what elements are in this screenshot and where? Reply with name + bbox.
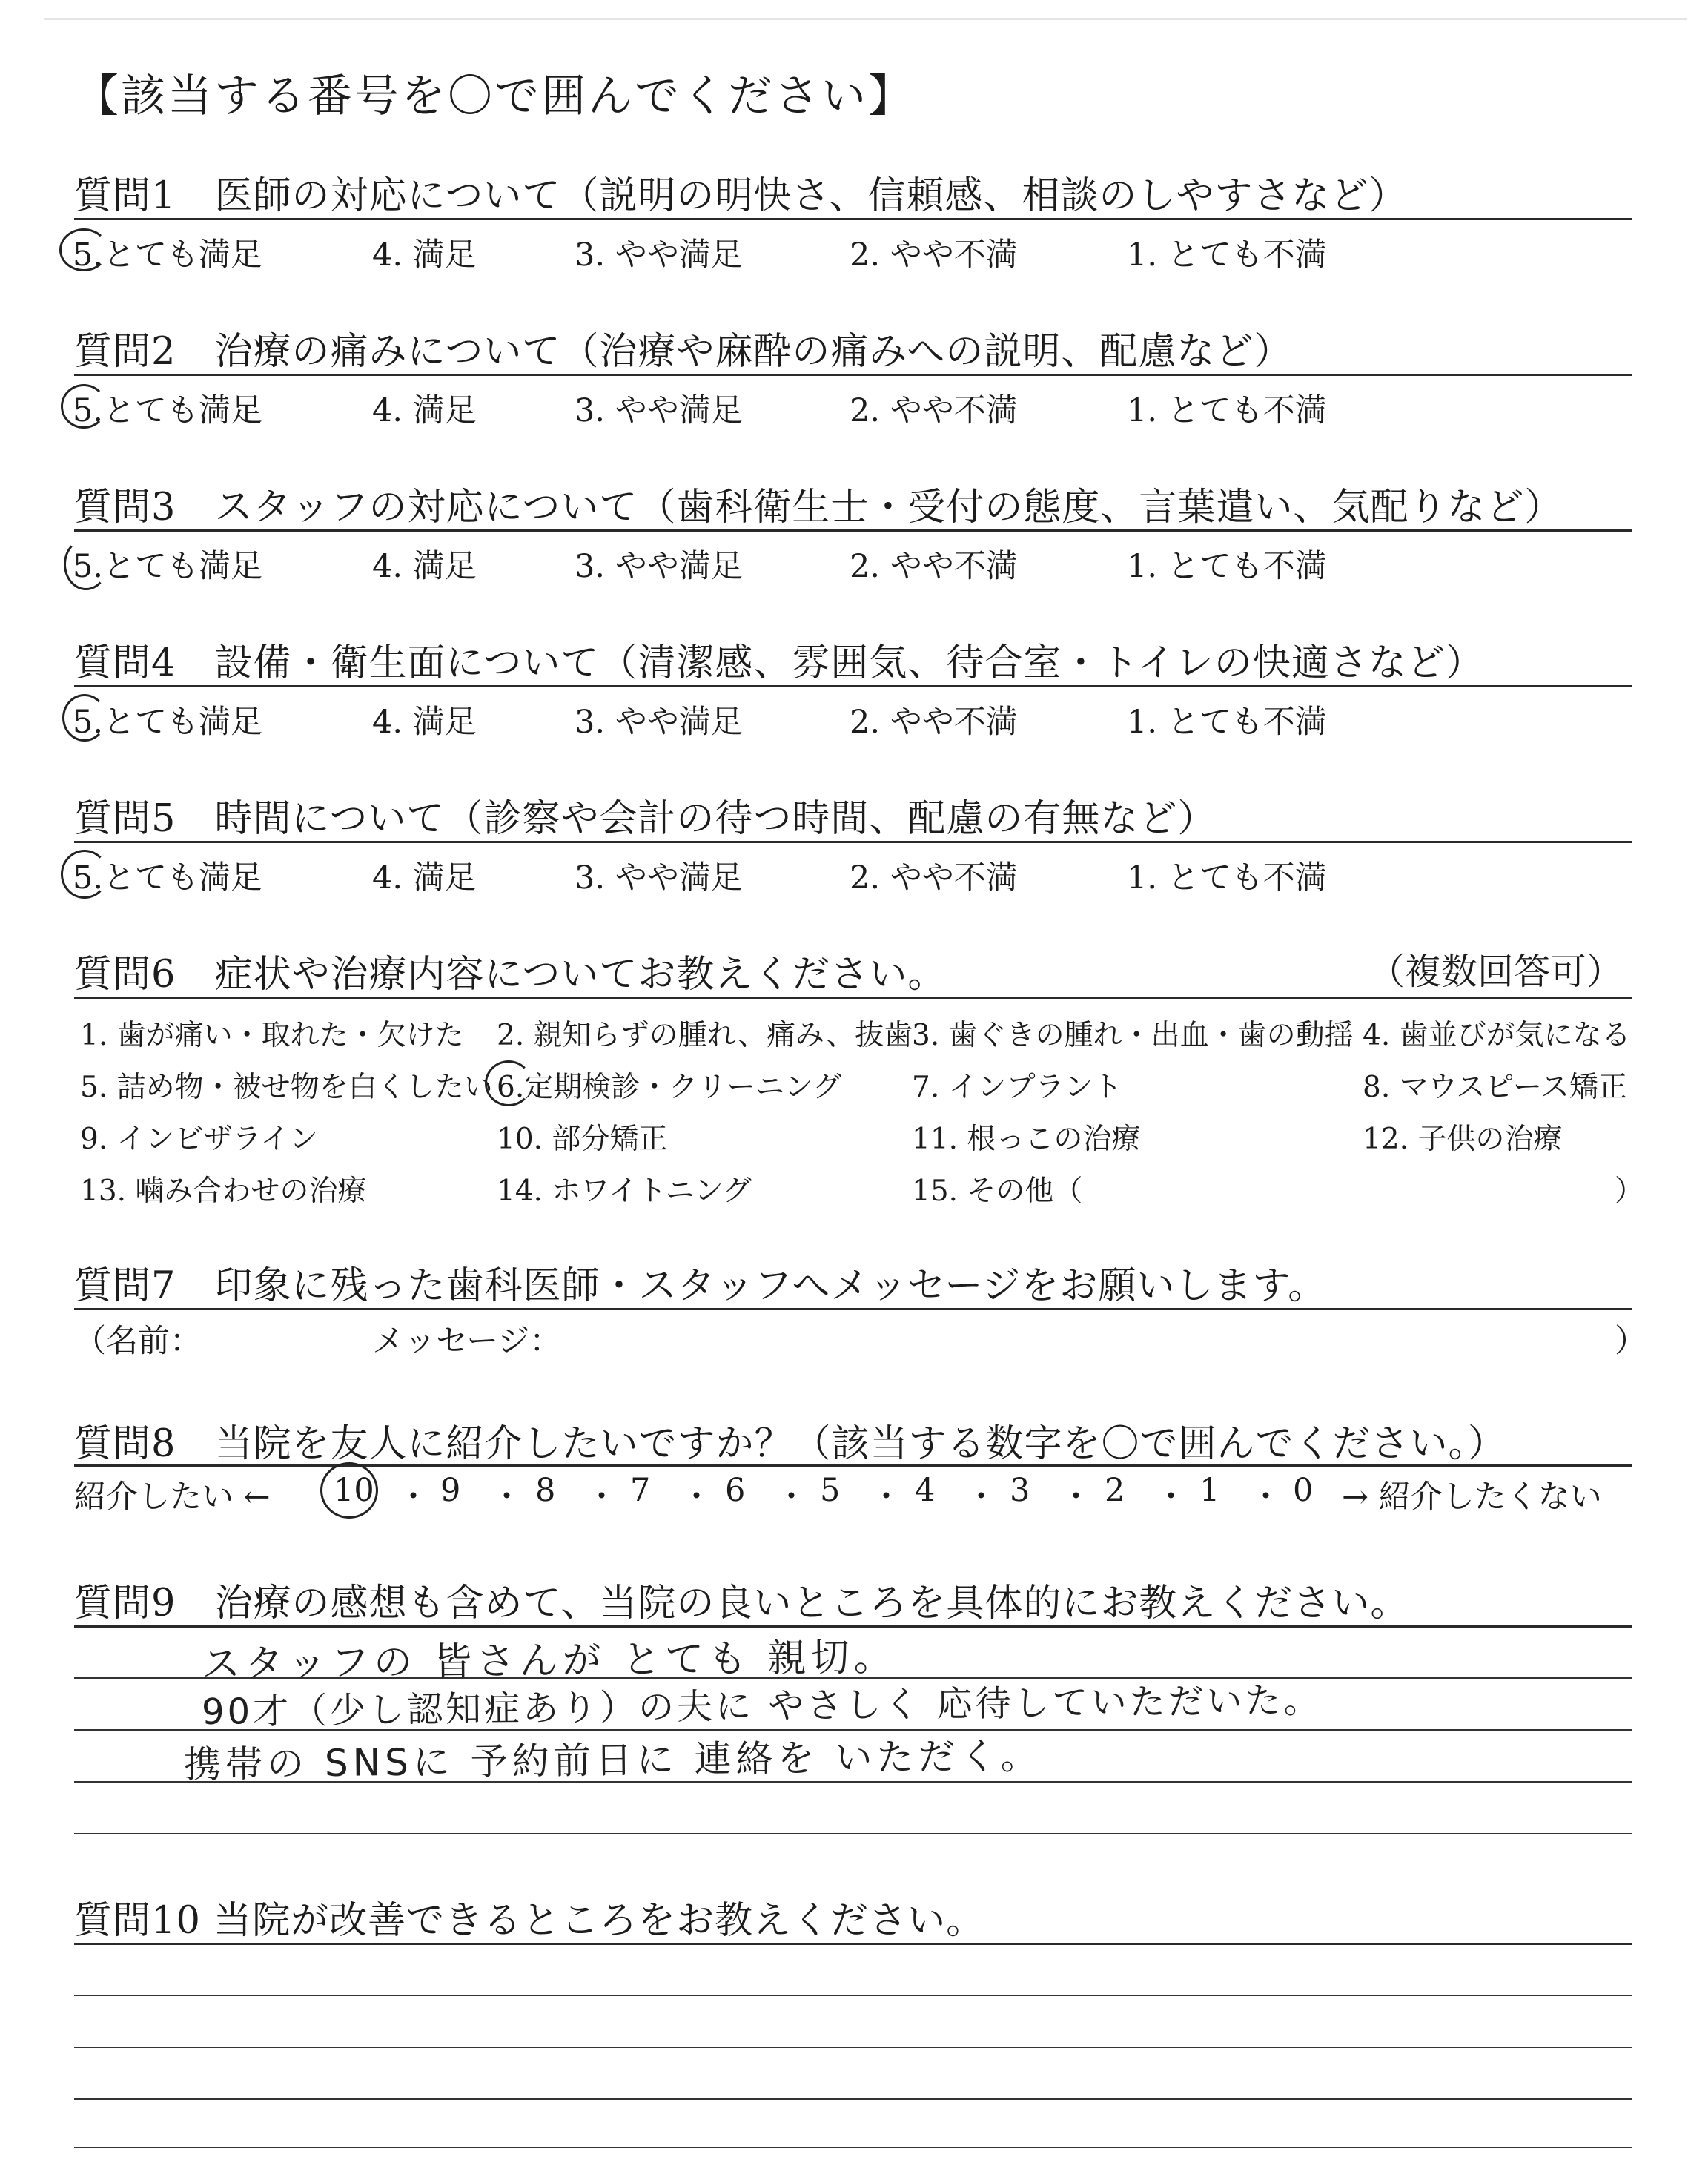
q2-option-5[interactable]: 5.とても満足 [73,392,263,429]
question-9-title: 質問9 治療の感想も含めて、当院の良いところを具体的にお教えください。 [74,1582,1409,1625]
question-10-title: 質問10 当院が改善できるところをお教えください。 [74,1899,985,1943]
q8-num-1[interactable]: 1 [1199,1472,1220,1509]
q6-option-5[interactable]: 5. 詰め物・被せ物を白くしたい [80,1071,493,1104]
q8-left-label: 紹介したい ← [74,1479,271,1516]
q2-option-4[interactable]: 4. 満足 [372,392,477,429]
q8-num-10[interactable]: 10 [334,1472,374,1509]
q6-option-1[interactable]: 1. 歯が痛い・取れた・欠けた [80,1019,464,1052]
q8-dot: ・ [1250,1479,1282,1516]
q8-dot: ・ [1155,1479,1187,1516]
top-edge-line [44,18,1687,20]
question-2-rule [74,374,1632,376]
q8-num-4[interactable]: 4 [915,1472,936,1509]
q8-num-2[interactable]: 2 [1105,1472,1125,1509]
q6-option-3[interactable]: 3. 歯ぐきの腫れ・出血・歯の動揺 [912,1019,1354,1052]
q5-option-3[interactable]: 3. やや満足 [575,859,743,896]
q6-option-12[interactable]: 12. 子供の治療 [1363,1123,1563,1156]
q9-answer-line-2: 90才（少し認知症あり）の夫に やさしく 応待していただいた。 [201,1680,1323,1733]
question-6-multiple-note: （複数回答可） [1368,951,1623,993]
q4-option-4[interactable]: 4. 満足 [372,704,477,741]
question-3-rule [74,529,1632,532]
question-7-rule [74,1308,1632,1310]
q3-option-1[interactable]: 1. とても不満 [1127,548,1327,585]
q4-option-1[interactable]: 1. とても不満 [1127,704,1327,741]
q8-dot: ・ [965,1479,997,1516]
q8-num-8[interactable]: 8 [535,1472,556,1509]
question-5-title: 質問5 時間について（診察や会計の待つ時間、配慮の有無など） [74,797,1217,841]
page-title: 【該当する番号を〇で囲んでください】 [74,70,915,122]
q8-dot: ・ [1060,1479,1092,1516]
q10-answer-line [74,2147,1632,2148]
q5-option-4[interactable]: 4. 満足 [372,859,477,896]
q6-option-2[interactable]: 2. 親知らずの腫れ、痛み、抜歯 [497,1019,913,1052]
q6-option-15[interactable]: 15. その他（ [912,1175,1083,1208]
q1-option-5[interactable]: 5.とても満足 [73,237,263,274]
q1-option-1[interactable]: 1. とても不満 [1127,237,1327,274]
question-1-title: 質問1 医師の対応について（説明の明快さ、信頼感、相談のしやすさなど） [74,174,1408,218]
question-8-title: 質問8 当院を友人に紹介したいですか？（該当する数字を〇で囲んでください。） [74,1422,1506,1466]
q8-num-9[interactable]: 9 [440,1472,461,1509]
question-4-title: 質問4 設備・衛生面について（清潔感、雰囲気、待合室・トイレの快適さなど） [74,641,1484,685]
q7-name-field[interactable]: （名前： [74,1323,202,1360]
question-6-rule [74,997,1632,999]
q8-num-7[interactable]: 7 [630,1472,651,1509]
q8-dot: ・ [681,1479,712,1516]
q7-message-field[interactable]: メッセージ： [372,1323,562,1360]
q6-option-7[interactable]: 7. インプラント [912,1071,1122,1104]
q4-option-5[interactable]: 5.とても満足 [73,704,263,741]
question-6-title: 質問6 症状や治療内容についてお教えください。 [74,953,947,997]
q6-option-13[interactable]: 13. 噛み合わせの治療 [80,1175,367,1208]
q8-num-3[interactable]: 3 [1010,1472,1030,1509]
question-8-rule [74,1464,1632,1467]
q6-option-9[interactable]: 9. インビザライン [80,1123,319,1156]
q3-option-2[interactable]: 2. やや不満 [850,548,1018,585]
q10-answer-line [74,2098,1632,2100]
q6-option-6[interactable]: 6.定期検診・クリーニング [497,1071,842,1104]
q2-option-2[interactable]: 2. やや不満 [850,392,1018,429]
q6-option-4[interactable]: 4. 歯並びが気になる [1363,1019,1631,1052]
q6-option-8[interactable]: 8. マウスピース矯正 [1363,1071,1627,1104]
q1-option-4[interactable]: 4. 満足 [372,237,477,274]
question-3-title: 質問3 スタッフの対応について（歯科衛生士・受付の態度、言葉遣い、気配りなど） [74,486,1563,529]
q10-answer-line [74,1995,1632,1996]
question-4-rule [74,685,1632,687]
q8-dot: ・ [586,1479,618,1516]
question-2-title: 質問2 治療の痛みについて（治療や麻酔の痛みへの説明、配慮など） [74,330,1293,374]
q1-option-3[interactable]: 3. やや満足 [575,237,743,274]
q8-dot: ・ [775,1479,807,1516]
q5-option-2[interactable]: 2. やや不満 [850,859,1018,896]
q5-option-5[interactable]: 5.とても満足 [73,859,263,896]
q4-option-3[interactable]: 3. やや満足 [575,704,743,741]
q5-option-1[interactable]: 1. とても不満 [1127,859,1327,896]
q8-num-6[interactable]: 6 [725,1472,746,1509]
q6-option-14[interactable]: 14. ホワイトニング [497,1175,752,1208]
q3-option-4[interactable]: 4. 満足 [372,548,477,585]
q6-option-15-close: ） [1615,1175,1644,1208]
q6-option-10[interactable]: 10. 部分矯正 [497,1123,668,1156]
q7-close-paren: ） [1615,1323,1646,1360]
question-1-rule [74,218,1632,220]
q8-right-label: → 紹介したくない [1342,1479,1602,1516]
question-7-title: 質問7 印象に残った歯科医師・スタッフへメッセージをお願いします。 [74,1264,1327,1308]
question-10-rule [74,1943,1632,1945]
q8-dot: ・ [491,1479,523,1516]
q2-option-1[interactable]: 1. とても不満 [1127,392,1327,429]
q3-option-5[interactable]: 5.とても満足 [73,548,263,585]
q1-option-2[interactable]: 2. やや不満 [850,237,1018,274]
q9-answer-line-1: スタッフの 皆さんが とても 親切。 [201,1635,897,1687]
q6-option-11[interactable]: 11. 根っこの治療 [912,1123,1141,1156]
q8-num-5[interactable]: 5 [820,1472,841,1509]
q8-num-0[interactable]: 0 [1293,1472,1314,1509]
q4-option-2[interactable]: 2. やや不満 [850,704,1018,741]
q9-answer-line [74,1833,1632,1834]
q3-option-3[interactable]: 3. やや満足 [575,548,743,585]
q9-answer-line-3: 携帯の SNSに 予約前日に 連絡を いただく。 [183,1734,1042,1786]
q10-answer-line [74,2047,1632,2048]
q2-option-3[interactable]: 3. やや満足 [575,392,743,429]
q8-dot: ・ [870,1479,902,1516]
question-5-rule [74,841,1632,843]
q8-dot: ・ [397,1479,429,1516]
